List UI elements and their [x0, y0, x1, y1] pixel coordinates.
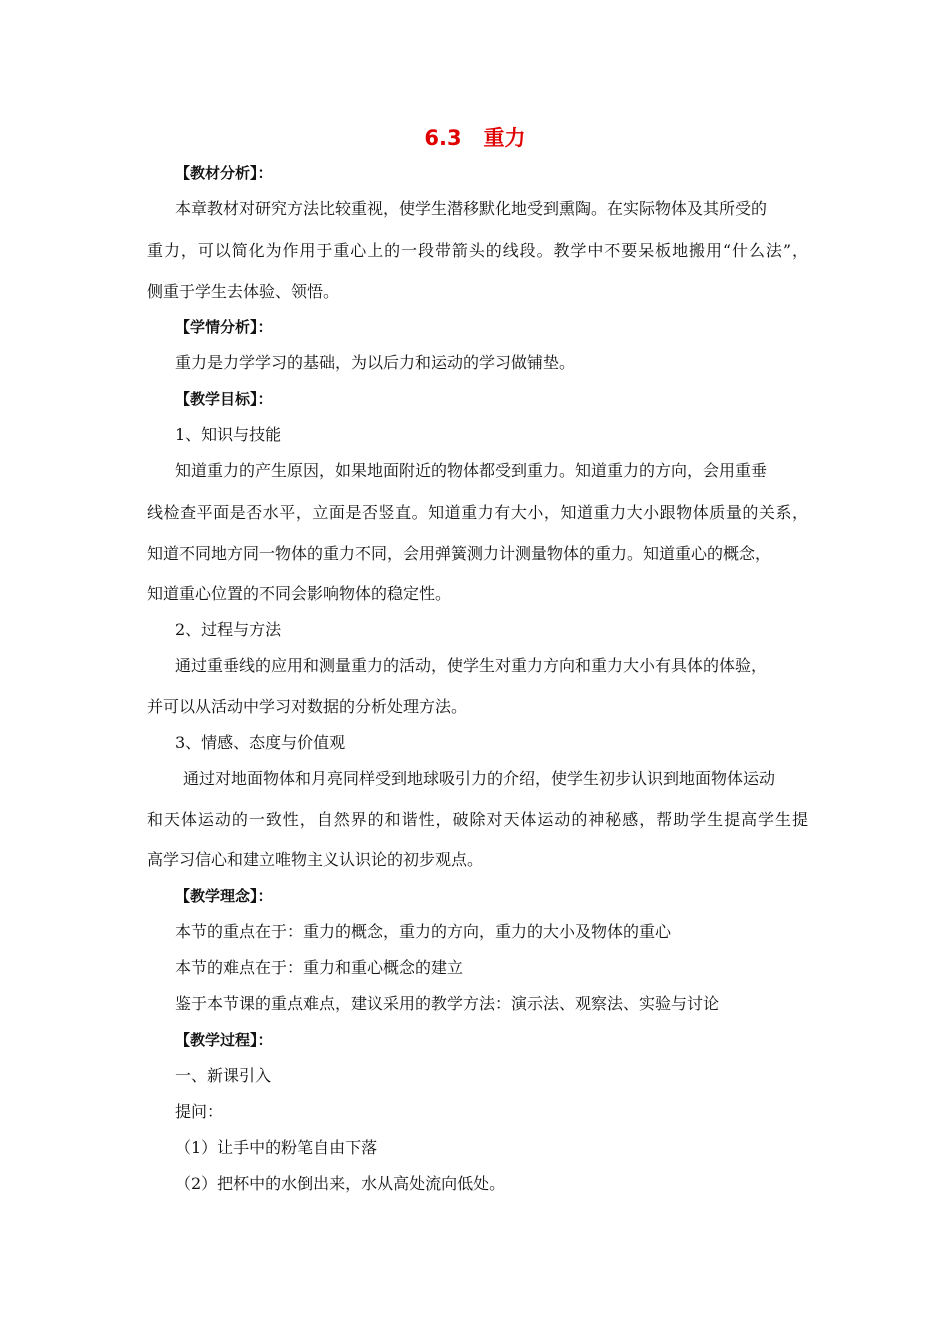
paragraph-line: 重力，可以简化为作用于重心上的一段带箭头的线段。教学中不要呆板地搬用“什么法”， [147, 241, 808, 260]
paragraph-line: 并可以从活动中学习对数据的分析处理方法。 [147, 697, 468, 716]
heading-teaching-goals: 【教学目标】： [175, 390, 273, 408]
page-title: 6.3 重力 [424, 126, 526, 150]
paragraph-line: 知道重心位置的不同会影响物体的稳定性。 [147, 584, 452, 603]
subheading-new-lesson: 一、新课引入 [175, 1066, 272, 1085]
list-item: （2）把杯中的水倒出来，水从高处流向低处。 [175, 1174, 506, 1193]
heading-textbook-analysis: 【教材分析】： [175, 164, 273, 182]
heading-student-analysis: 【学情分析】： [175, 318, 273, 336]
list-item: （1）让手中的粉笔自由下落 [175, 1138, 378, 1157]
paragraph-line: 侧重于学生去体验、领悟。 [147, 282, 340, 301]
paragraph-line: 高学习信心和建立唯物主义认识论的初步观点。 [147, 850, 484, 869]
heading-teaching-concept: 【教学理念】： [175, 887, 273, 905]
goal-label: 2、过程与方法 [175, 620, 282, 639]
paragraph-line: 重力是力学学习的基础，为以后力和运动的学习做铺垫。 [175, 353, 576, 372]
goal-label: 3、情感、态度与价值观 [175, 733, 346, 752]
paragraph-line: 通过对地面物体和月亮同样受到地球吸引力的介绍，使学生初步认识到地面物体运动 [183, 769, 776, 788]
paragraph-line: 知道不同地方同一物体的重力不同，会用弹簧测力计测量物体的重力。知道重心的概念， [147, 544, 772, 563]
paragraph-line: 本节的难点在于：重力和重心概念的建立 [175, 958, 464, 977]
paragraph-line: 本章教材对研究方法比较重视，使学生潜移默化地受到熏陶。在实际物体及其所受的 [175, 199, 768, 218]
question-label: 提问： [175, 1102, 224, 1121]
paragraph-line: 鉴于本节课的重点难点，建议采用的教学方法：演示法、观察法、实验与讨论 [175, 994, 720, 1013]
goal-label: 1、知识与技能 [175, 425, 282, 444]
heading-teaching-process: 【教学过程】： [175, 1031, 273, 1049]
paragraph-line: 线检查平面是否水平，立面是否竖直。知道重力有大小，知道重力大小跟物体质量的关系， [147, 503, 808, 522]
paragraph-line: 通过重垂线的应用和测量重力的活动，使学生对重力方向和重力大小有具体的体验， [175, 656, 768, 675]
paragraph-line: 和天体运动的一致性，自然界的和谐性，破除对天体运动的神秘感，帮助学生提高学生提 [147, 810, 808, 829]
paragraph-line: 本节的重点在于：重力的概念，重力的方向，重力的大小及物体的重心 [175, 922, 672, 941]
paragraph-line: 知道重力的产生原因，如果地面附近的物体都受到重力。知道重力的方向，会用重垂 [175, 461, 768, 480]
